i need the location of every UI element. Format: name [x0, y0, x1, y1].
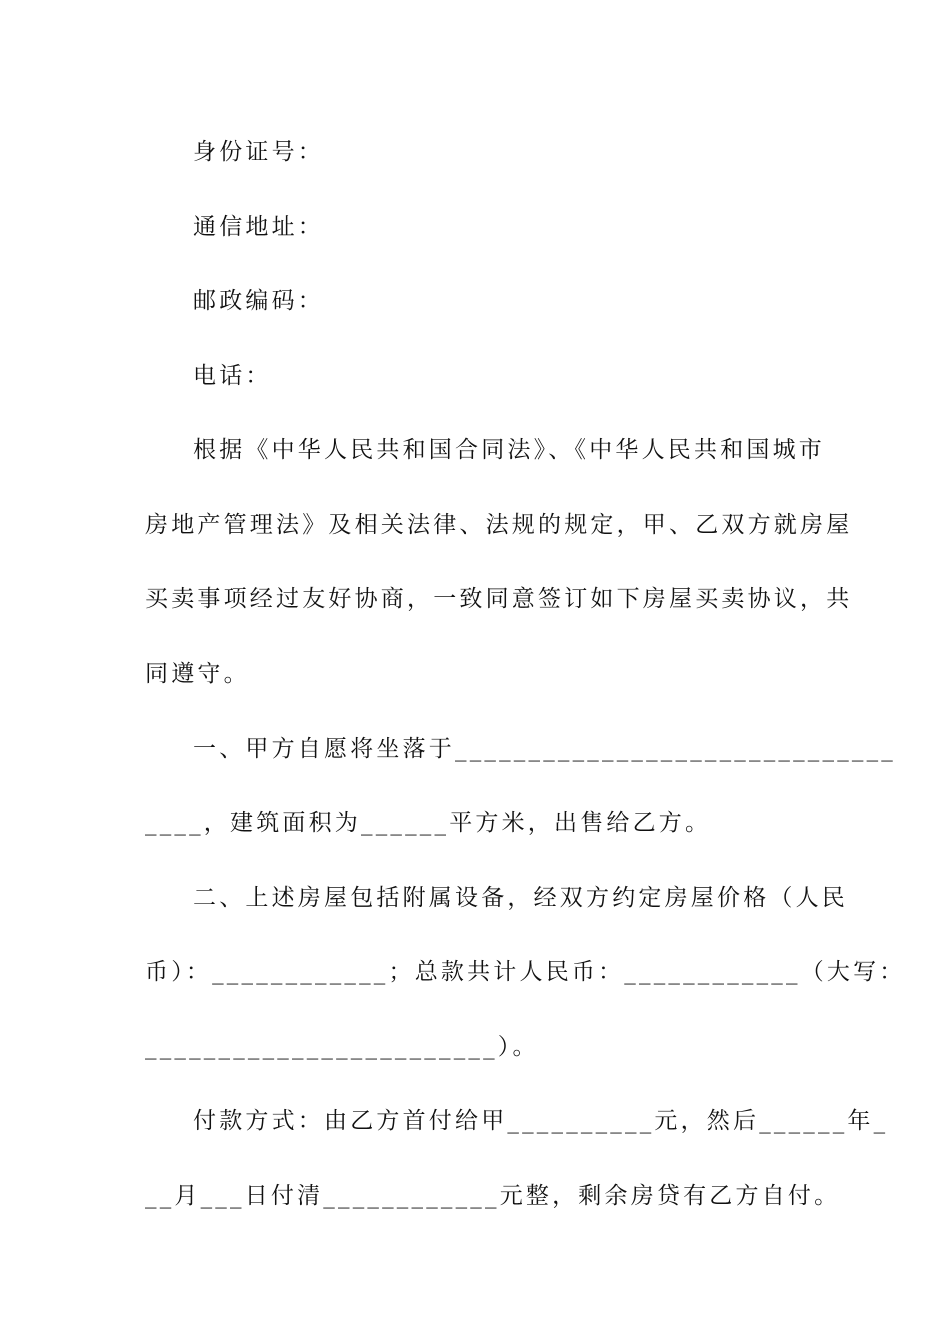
clause-one-line-1: 一、甲方自愿将坐落于______________________________ — [193, 736, 896, 762]
payment-method-line-1: 付款方式：由乙方首付给甲__________元，然后______年_ — [193, 1108, 889, 1134]
address-label: 通信地址： — [193, 214, 324, 240]
legal-basis-paragraph-line-3: 买卖事项经过友好协商，一致同意签订如下房屋买卖协议，共 — [145, 586, 853, 612]
clause-two-line-3: ________________________）。 — [145, 1034, 539, 1060]
phone-label: 电话： — [193, 363, 272, 389]
payment-method-line-2: __月___日付清____________元整，剩余房贷有乙方自付。 — [145, 1183, 841, 1209]
clause-two-line-1: 二、上述房屋包括附属设备，经双方约定房屋价格（人民 — [193, 885, 848, 911]
legal-basis-paragraph-line-2: 房地产管理法》及相关法律、法规的规定，甲、乙双方就房屋 — [145, 512, 853, 538]
legal-basis-paragraph-line-4: 同遵守。 — [145, 661, 250, 687]
clause-two-line-2: 币）：____________；总款共计人民币：____________（大写： — [145, 959, 906, 985]
clause-one-line-2: ____，建筑面积为______平方米，出售给乙方。 — [145, 810, 712, 836]
id-number-label: 身份证号： — [193, 139, 324, 165]
postal-code-label: 邮政编码： — [193, 288, 324, 314]
legal-basis-paragraph-line-1: 根据《中华人民共和国合同法》、《中华人民共和国城市 — [193, 437, 825, 463]
